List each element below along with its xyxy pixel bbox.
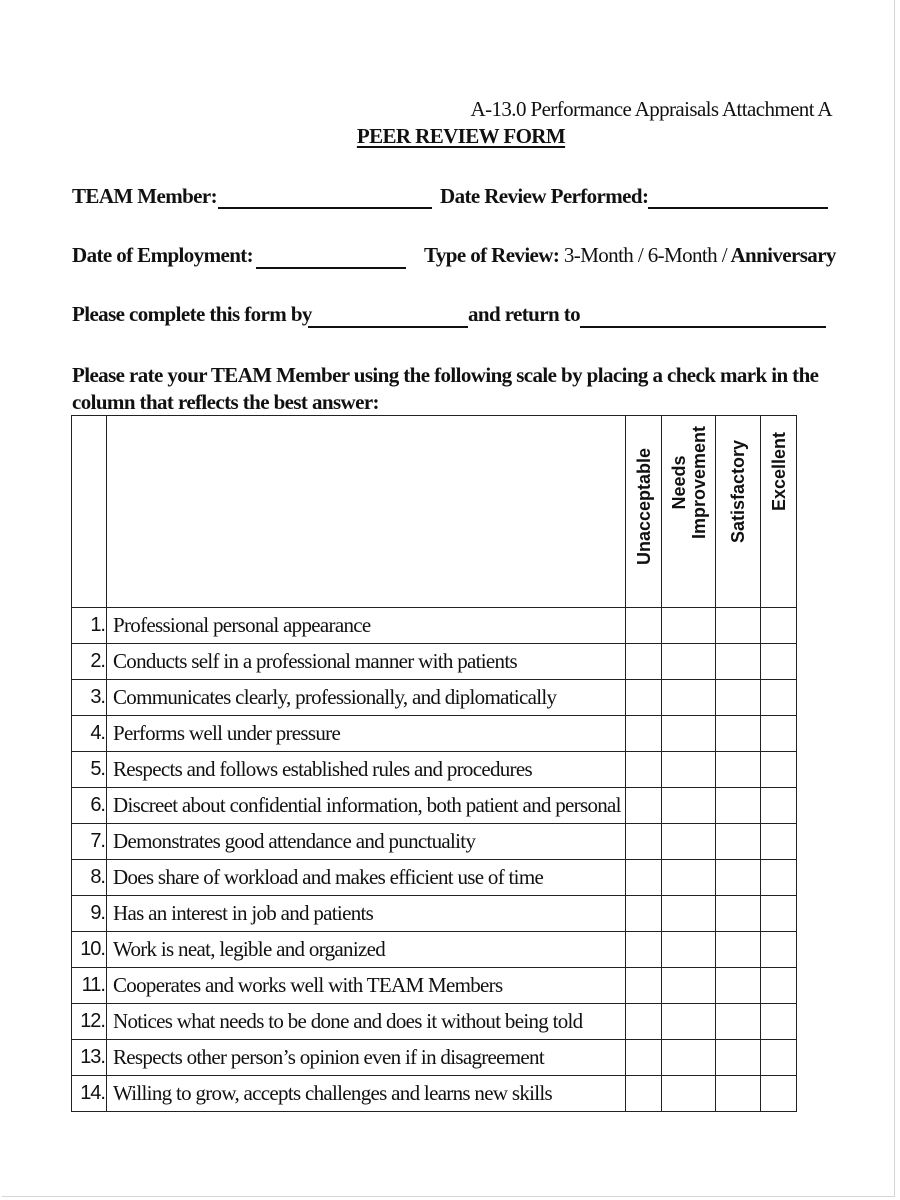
rating-cell-unacceptable[interactable]	[626, 644, 662, 680]
item-text: Conducts self in a professional manner with patients	[107, 644, 626, 680]
rating-cell-excellent[interactable]	[761, 932, 797, 968]
table-row	[72, 680, 797, 716]
rating-cell-unacceptable[interactable]	[626, 860, 662, 896]
item-text: Has an interest in job and patients	[107, 896, 626, 932]
header-item-cell	[107, 416, 626, 608]
rating-cell-satisfactory[interactable]	[716, 824, 761, 860]
needs-improvement-label	[669, 426, 709, 539]
item-text: Discreet about confidential information, both patient and personal	[107, 788, 626, 824]
item-text: Cooperates and works well with TEAM Members	[107, 968, 626, 1004]
rating-body	[72, 608, 797, 1112]
rating-cell-unacceptable[interactable]	[626, 968, 662, 1004]
rating-cell-unacceptable[interactable]	[626, 1076, 662, 1112]
rating-cell-excellent[interactable]	[761, 716, 797, 752]
item-number: 6.	[72, 788, 107, 824]
table-row	[72, 860, 797, 896]
rating-cell-excellent[interactable]	[761, 788, 797, 824]
table-row	[72, 716, 797, 752]
rating-cell-excellent[interactable]	[761, 608, 797, 644]
rating-cell-excellent[interactable]	[761, 896, 797, 932]
item-text: Performs well under pressure	[107, 716, 626, 752]
type-review-options[interactable]: 3-Month / 6-Month /	[563, 243, 727, 267]
item-number: 7.	[72, 824, 107, 860]
table-row	[72, 608, 797, 644]
item-text: Professional personal appearance	[107, 608, 626, 644]
rating-cell-unacceptable[interactable]	[626, 896, 662, 932]
item-text: Willing to grow, accepts challenges and learns new skills	[107, 1076, 626, 1112]
rating-cell-excellent[interactable]	[761, 968, 797, 1004]
rating-cell-excellent[interactable]	[761, 644, 797, 680]
rating-cell-excellent[interactable]	[761, 1040, 797, 1076]
form-title	[0, 124, 900, 149]
rating-cell-excellent[interactable]	[761, 860, 797, 896]
rating-cell-needs-improvement[interactable]	[662, 896, 716, 932]
table-row	[72, 968, 797, 1004]
return-to-label: and return to	[468, 302, 580, 326]
item-number: 9.	[72, 896, 107, 932]
item-text: Respects other person’s opinion even if in disagreement	[107, 1040, 626, 1076]
item-number: 5.	[72, 752, 107, 788]
rating-cell-satisfactory[interactable]	[716, 752, 761, 788]
rating-cell-satisfactory[interactable]	[716, 716, 761, 752]
date-employment-field[interactable]	[256, 267, 406, 269]
rating-cell-satisfactory[interactable]	[716, 644, 761, 680]
rating-cell-satisfactory[interactable]	[716, 968, 761, 1004]
item-number: 14.	[72, 1076, 107, 1112]
item-number: 10.	[72, 932, 107, 968]
rating-cell-needs-improvement[interactable]	[662, 644, 716, 680]
rating-cell-unacceptable[interactable]	[626, 680, 662, 716]
rating-cell-needs-improvement[interactable]	[662, 752, 716, 788]
item-number: 13.	[72, 1040, 107, 1076]
item-text: Communicates clearly, professionally, and diplomatically	[107, 680, 626, 716]
header-excellent	[761, 416, 797, 608]
rating-cell-needs-improvement[interactable]	[662, 932, 716, 968]
item-number: 4.	[72, 716, 107, 752]
header-unacceptable	[626, 416, 662, 608]
improvement-label: Improvement	[688, 425, 709, 539]
rating-cell-excellent[interactable]	[761, 1076, 797, 1112]
item-text: Does share of workload and makes efficient use of time	[107, 860, 626, 896]
instructions: Please rate your TEAM Member using the following scale by placing a check mark in the column that reflects the best answer:	[72, 363, 819, 414]
rating-cell-satisfactory[interactable]	[716, 1040, 761, 1076]
excellent-label: Excellent	[768, 431, 789, 511]
table-row	[72, 644, 797, 680]
type-review	[424, 243, 836, 268]
complete-by-label: Please complete this form by	[72, 302, 312, 326]
rating-cell-satisfactory[interactable]	[716, 1004, 761, 1040]
attachment-label: A-13.0 Performance Appraisals Attachment A	[470, 97, 832, 121]
rating-cell-satisfactory[interactable]	[716, 608, 761, 644]
header-needs-improvement	[662, 416, 716, 608]
table-row	[72, 932, 797, 968]
rating-cell-unacceptable[interactable]	[626, 1040, 662, 1076]
team-member-field[interactable]	[218, 207, 432, 209]
rating-cell-needs-improvement[interactable]	[662, 1040, 716, 1076]
item-number: 2.	[72, 644, 107, 680]
item-text: Notices what needs to be done and does it without being told	[107, 1004, 626, 1040]
rating-cell-needs-improvement[interactable]	[662, 1076, 716, 1112]
item-text: Demonstrates good attendance and punctuality	[107, 824, 626, 860]
rating-cell-satisfactory[interactable]	[716, 680, 761, 716]
team-member-label: TEAM Member:	[72, 184, 217, 208]
needs-label: Needs	[668, 455, 689, 510]
rating-cell-unacceptable[interactable]	[626, 824, 662, 860]
rating-cell-satisfactory[interactable]	[716, 932, 761, 968]
item-number: 1.	[72, 608, 107, 644]
date-employment-label: Date of Employment:	[72, 243, 254, 267]
return-to-field[interactable]	[580, 326, 826, 328]
rating-table	[71, 415, 797, 1112]
item-text: Work is neat, legible and organized	[107, 932, 626, 968]
item-number: 12.	[72, 1004, 107, 1040]
rating-cell-excellent[interactable]	[761, 752, 797, 788]
header-number-cell	[72, 416, 107, 608]
rating-cell-satisfactory[interactable]	[716, 1076, 761, 1112]
rating-cell-excellent[interactable]	[761, 1004, 797, 1040]
unacceptable-label: Unacceptable	[633, 447, 654, 565]
rating-cell-unacceptable[interactable]	[626, 752, 662, 788]
rating-cell-unacceptable[interactable]	[626, 932, 662, 968]
type-review-anniversary[interactable]: Anniversary	[730, 243, 836, 267]
rating-cell-needs-improvement[interactable]	[662, 788, 716, 824]
rating-cell-satisfactory[interactable]	[716, 860, 761, 896]
rating-cell-unacceptable[interactable]	[626, 608, 662, 644]
rating-cell-unacceptable[interactable]	[626, 716, 662, 752]
type-review-label: Type of Review:	[424, 243, 560, 267]
rating-cell-needs-improvement[interactable]	[662, 608, 716, 644]
table-row	[72, 752, 797, 788]
rating-cell-excellent[interactable]	[761, 824, 797, 860]
form-title-text: PEER REVIEW FORM	[356, 124, 566, 148]
rating-cell-needs-improvement[interactable]	[662, 716, 716, 752]
complete-by-field[interactable]	[308, 326, 468, 328]
rating-cell-needs-improvement[interactable]	[662, 968, 716, 1004]
satisfactory-label: Satisfactory	[728, 439, 748, 543]
rating-cell-excellent[interactable]	[761, 680, 797, 716]
item-number: 3.	[72, 680, 107, 716]
item-text: Respects and follows established rules and procedures	[107, 752, 626, 788]
item-number: 11.	[72, 968, 107, 1004]
date-review-field[interactable]	[648, 207, 828, 209]
rating-cell-needs-improvement[interactable]	[662, 1004, 716, 1040]
rating-cell-needs-improvement[interactable]	[662, 860, 716, 896]
table-row	[72, 1004, 797, 1040]
table-row	[72, 1040, 797, 1076]
rating-cell-needs-improvement[interactable]	[662, 824, 716, 860]
rating-cell-unacceptable[interactable]	[626, 788, 662, 824]
item-number: 8.	[72, 860, 107, 896]
rating-cell-needs-improvement[interactable]	[662, 680, 716, 716]
rating-cell-satisfactory[interactable]	[716, 788, 761, 824]
rating-cell-unacceptable[interactable]	[626, 1004, 662, 1040]
rating-cell-satisfactory[interactable]	[716, 896, 761, 932]
table-row	[72, 824, 797, 860]
table-row	[72, 1076, 797, 1112]
header-satisfactory	[716, 416, 761, 608]
rating-header-row	[72, 416, 797, 608]
date-review-label: Date Review Performed:	[440, 184, 649, 208]
table-row	[72, 896, 797, 932]
table-row	[72, 788, 797, 824]
